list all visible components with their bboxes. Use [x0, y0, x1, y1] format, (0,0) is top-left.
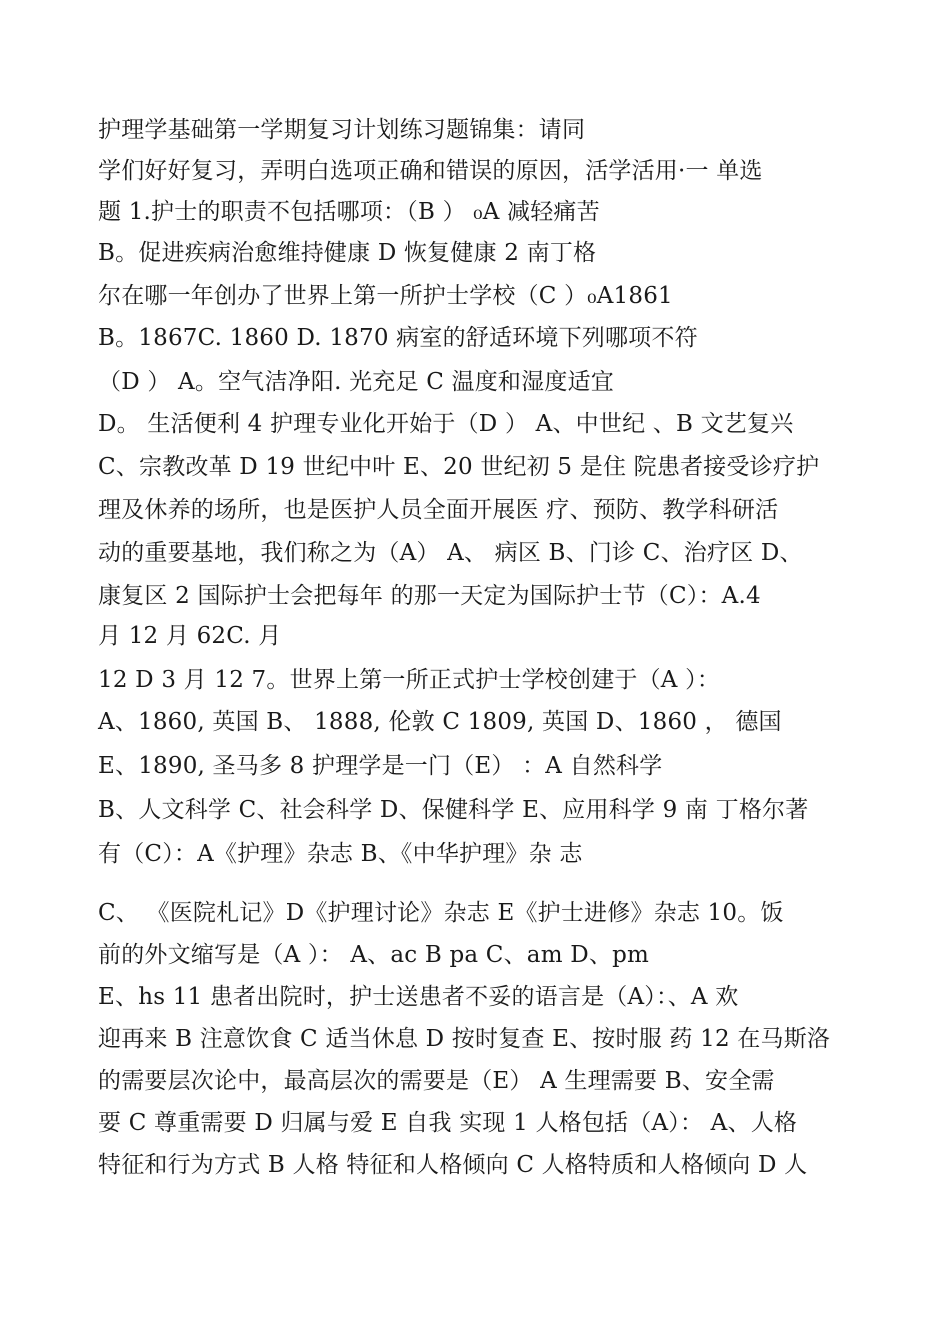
text-line: C、 《医院札记》D《护理讨论》杂志 E《护士进修》杂志 10。饭: [98, 900, 784, 926]
text-line: 特征和行为方式 B 人格 特征和人格倾向 C 人格特质和人格倾向 D 人: [98, 1152, 808, 1178]
text-line: C、宗教改革 D 19 世纪中叶 E、20 世纪初 5 是住 院患者接受诊疗护: [98, 454, 820, 480]
text-line: 理及休养的场所，也是医护人员全面开展医 疗、预防、教学科研活: [98, 497, 779, 523]
text-line: B。促进疾病治愈维持健康 D 恢复健康 2 南丁格: [98, 240, 597, 266]
text-line: 动的重要基地，我们称之为（A） A、 病区 B、门诊 C、治疗区 D、: [98, 540, 803, 566]
text-line: 月 12 月 62C. 月: [98, 623, 282, 649]
text-line: 护理学基础第一学期复习计划练习题锦集：请同: [98, 117, 586, 143]
text-line: 题 1.护士的职责不包括哪项：（B ） ₀A 减轻痛苦: [98, 199, 600, 225]
text-line: （D ） A。空气洁净阳. 光充足 C 温度和湿度适宜: [98, 369, 614, 395]
text-line: 学们好好复习，弄明白选项正确和错误的原因，活学活用·一 单选: [98, 158, 763, 184]
text-line: 前的外文缩写是（A ）： A、ac B pa C、am D、pm: [98, 942, 650, 968]
text-line: 要 C 尊重需要 D 归属与爱 E 自我 实现 1 人格包括（A）： A、人格: [98, 1110, 798, 1136]
text-line: E、1890, 圣马多 8 护理学是一门（E） ：A 自然科学: [98, 753, 663, 779]
text-line: B、人文科学 C、社会科学 D、保健科学 E、应用科学 9 南 丁格尔著: [98, 797, 809, 823]
text-line: 12 D 3 月 12 7。世界上第一所正式护士学校创建于（A ）：: [98, 667, 721, 693]
text-line: E、hs 11 患者出院时，护士送患者不妥的语言是（A）：、A 欢: [98, 984, 739, 1010]
text-line: 康复区 2 国际护士会把每年 的那一天定为国际护士节（C）：A.4: [98, 583, 761, 609]
text-line: 尔在哪一年创办了世界上第一所护士学校（C ）₀A1861: [98, 283, 673, 309]
text-line: A、1860, 英国 B、 1888, 伦敦 C 1809, 英国 D、1860 ， 德国: [98, 709, 782, 735]
text-line: D。 生活便利 4 护理专业化开始于（D ） A、中世纪 、B 文艺复兴: [98, 411, 794, 437]
text-line: 有（C）：A《护理》杂志 B、《中华护理》杂 志: [98, 841, 583, 867]
text-line: B。1867C. 1860 D. 1870 病室的舒适环境下列哪项不符: [98, 325, 698, 351]
text-line: 的需要层次论中，最高层次的需要是（E） A 生理需要 B、安全需: [98, 1068, 775, 1094]
text-line: 迎再来 B 注意饮食 C 适当休息 D 按时复查 E、按时服 药 12 在马斯洛: [98, 1026, 831, 1052]
